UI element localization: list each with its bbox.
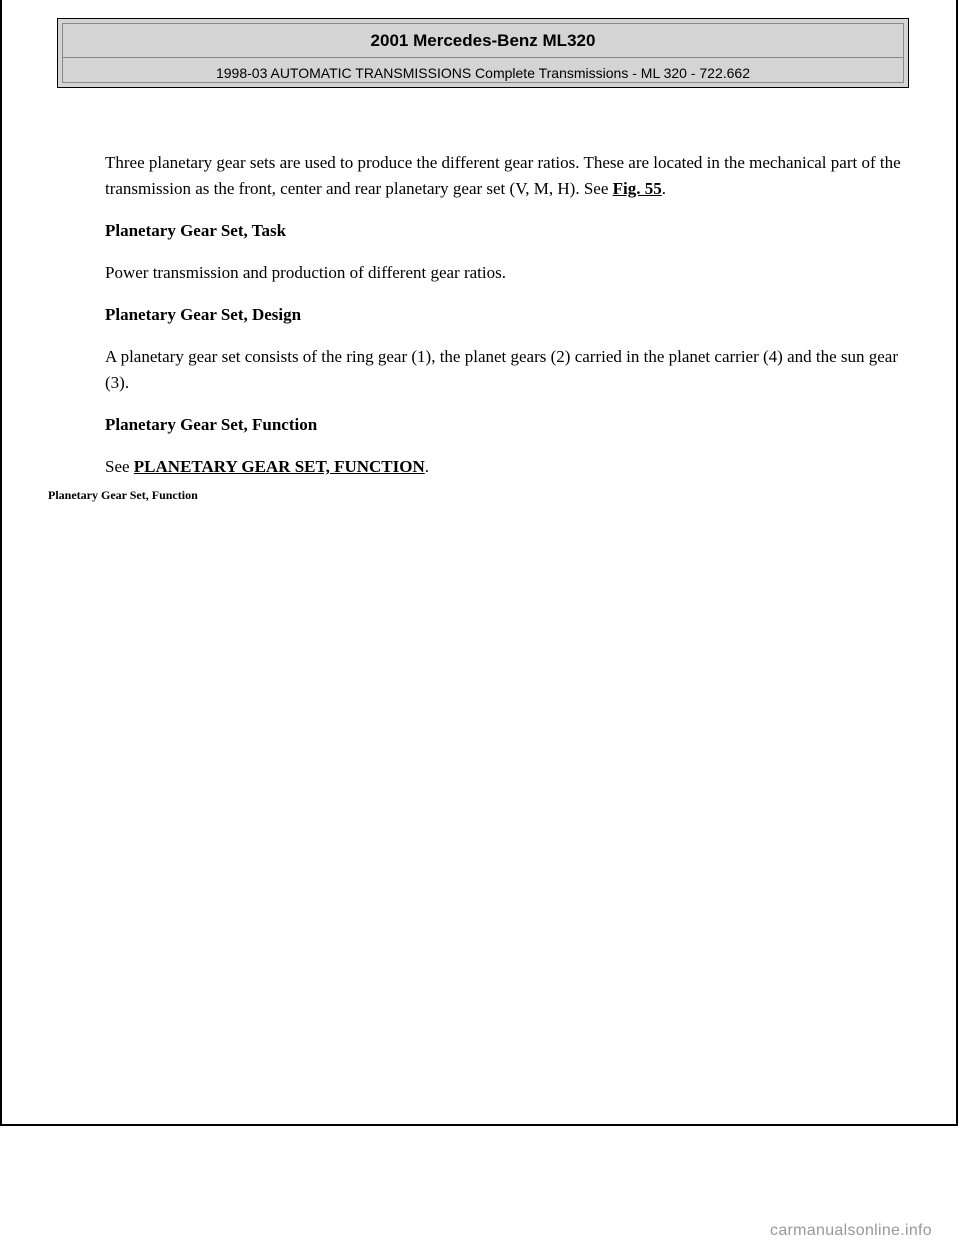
design-heading: Planetary Gear Set, Design [105, 305, 302, 324]
document-header [57, 18, 909, 88]
planetary-gear-set-function-link[interactable]: PLANETARY GEAR SET, FUNCTION [133, 457, 425, 476]
document-body [105, 150, 920, 496]
design-paragraph: A planetary gear set consists of the ring gear (1), the planet gears (2) carried in the planet carrier (4) and the sun gear (3). [105, 347, 898, 392]
header-subtitle: 1998-03 AUTOMATIC TRANSMISSIONS Complete Transmissions - ML 320 - 722.662 [215, 65, 751, 81]
header-inner [62, 23, 904, 83]
intro-paragraph [105, 150, 920, 202]
intro-end: . [661, 179, 666, 198]
function-heading: Planetary Gear Set, Function [105, 415, 318, 434]
function-prefix: See [105, 457, 134, 476]
fig-55-link[interactable]: Fig. 55 [612, 179, 662, 198]
watermark: carmanualsonline.info [770, 1222, 932, 1239]
header-title: 2001 Mercedes-Benz ML320 [370, 31, 596, 50]
intro-text: Three planetary gear sets are used to produce the different gear ratios. These are located in the mechanical part of the transmission as the front, center and rear planetary gear set (V, M, H). See [105, 153, 901, 198]
figure-caption: Planetary Gear Set, Function [48, 488, 198, 502]
header-divider [63, 57, 903, 58]
function-paragraph [105, 454, 920, 480]
function-end: . [424, 457, 429, 476]
task-heading: Planetary Gear Set, Task [105, 221, 287, 240]
task-paragraph: Power transmission and production of different gear ratios. [105, 263, 506, 282]
